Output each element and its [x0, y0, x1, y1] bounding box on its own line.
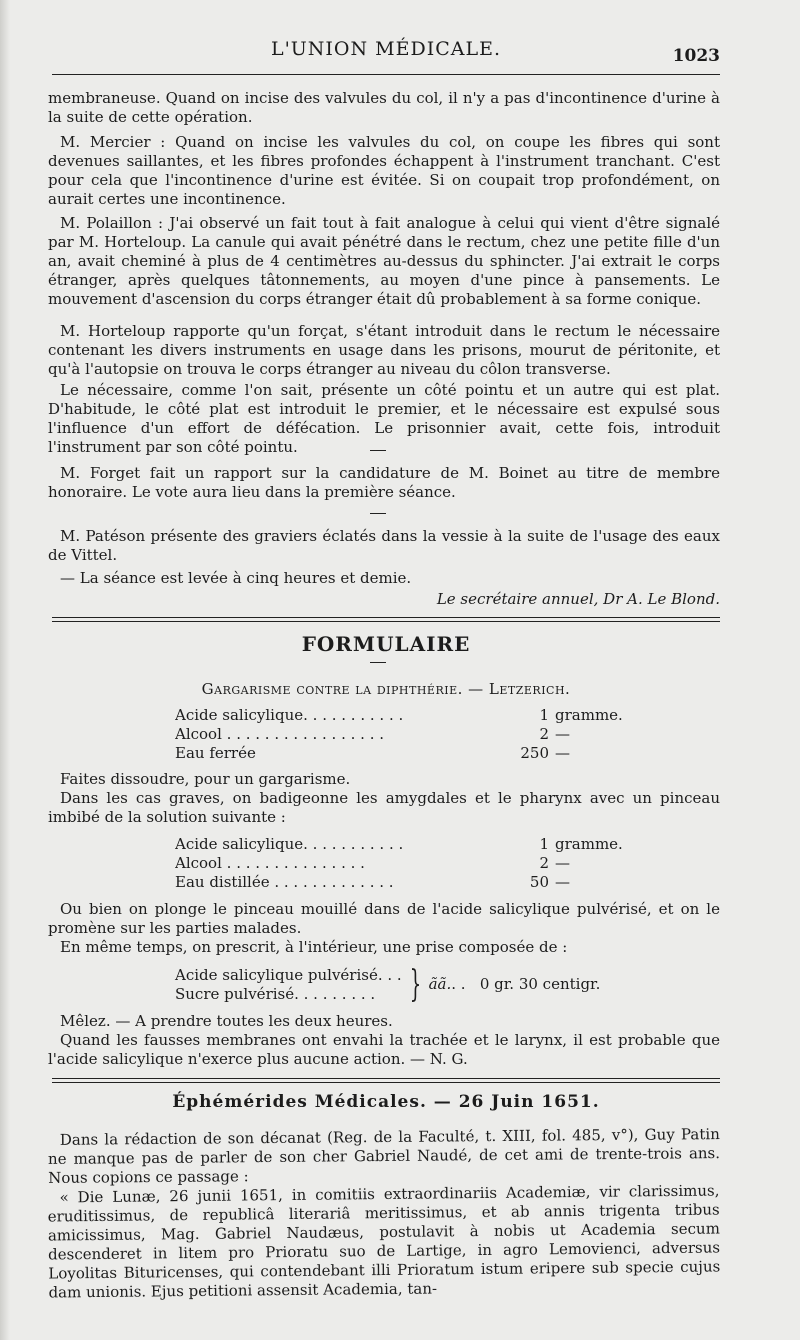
double-rule: [52, 1078, 720, 1079]
recipe-title: Gargarisme contre la diphthérie. — Letzerich.: [201, 680, 571, 698]
paragraph: Quand les fausses membranes ont envahi la trachée et le larynx, il est probable que l'acide salicylique n'exerce plus aucune action. — N. G.: [48, 1031, 720, 1068]
header-rule: [52, 74, 720, 75]
recipe-row: Alcool . . . . . . . . . . . . . . . 2 —: [175, 854, 570, 872]
page-header: [52, 38, 720, 68]
paragraph-forget: M. Forget fait un rapport sur la candidature de M. Boinet au titre de membre honoraire. Le vote aura lieu dans la première séance.: [48, 464, 720, 501]
paragraph: Faites dissoudre, pour un gargarisme.: [60, 770, 351, 788]
paragraph-latin-quote: « Die Lunæ, 26 junii 1651, in comitiis extraordinariis Academiæ, vir clarissimus, eruditissimus, de republicâ literariâ meritissimus, et ab annis trigenta tribus amicissimus, Mag. Gabriel Naudæus, postulavit à nobis ut Academia secum descenderet in litem pro Prioratu suo de Lartige, in agro Lemovienci, adversus Loyolitas Bituricenses, qui contendebant illi Prioratum istum eripere sub specie cujus dam unionis. Ejus petitioni assensit Academia, tan-: [47, 1181, 721, 1302]
compound-recipe: Acide salicylique pulvérisé. . . Sucre pulvérisé. . . . . . . . . } ãã.. . 0 gr. 30 centigr.: [175, 964, 601, 1005]
recipe-row: Eau ferrée 250 —: [175, 744, 570, 762]
brace-icon: }: [409, 964, 421, 1005]
running-title: L'UNION MÉDICALE.: [270, 38, 502, 60]
paragraph-mercier: M. Mercier : Quand on incise les valvules du col, on coupe les fibres qui sont devenues saillantes, et les fibres profondes échappent à l'instrument tranchant. C'est pour cela que l'incontinence d'urine est évitée. Si on coupait trop profondément, on aurait certes une incontinence.: [48, 133, 720, 208]
section-dash: [370, 662, 386, 663]
recipe-row: Eau distillée . . . . . . . . . . . . . 50 —: [175, 873, 570, 891]
recipe-table: [175, 706, 645, 763]
closing-line: — La séance est levée à cinq heures et demie.: [60, 569, 412, 587]
recipe-row: Acide salicylique. . . . . . . . . . . 1 gramme.: [175, 835, 623, 853]
section-dash: [370, 450, 386, 451]
paragraph: membraneuse. Quand on incise des valvules du col, il n'y a pas d'incontinence d'urine à la suite de cette opération.: [48, 89, 720, 126]
paragraph-horteloup: M. Horteloup rapporte qu'un forçat, s'étant introduit dans le rectum le nécessaire contenant les divers instruments en usage dans les prisons, mourut de péritonite, et qu'à l'autopsie on trouva le corps étranger au niveau du côlon transverse.: [48, 322, 720, 378]
compound-ingredients: Acide salicylique pulvérisé. . . Sucre pulvérisé. . . . . . . . .: [175, 966, 402, 1003]
paragraph: Dans la rédaction de son décanat (Reg. de la Faculté, t. XIII, fol. 485, v°), Guy Patin ne manque pas de parler de son cher Gabriel Naudé, de cet ami de trente-trois ans. Nous copions ce passage :: [47, 1125, 721, 1187]
section-dash: [370, 513, 386, 514]
double-rule: [52, 1082, 720, 1083]
double-rule: [52, 617, 720, 618]
recipe-row: Alcool . . . . . . . . . . . . . . . . . 2 —: [175, 725, 570, 743]
recipe-table: [175, 835, 645, 892]
formulaire-heading: FORMULAIRE: [301, 632, 471, 656]
paragraph-pateson: M. Patéson présente des graviers éclatés dans la vessie à la suite de l'usage des eaux de Vittel.: [48, 527, 720, 564]
page-number: 1023: [672, 46, 720, 66]
paragraph: Dans les cas graves, on badigeonne les amygdales et le pharynx avec un pinceau imbibé de la solution suivante :: [48, 789, 720, 826]
paragraph-polaillon: M. Polaillon : J'ai observé un fait tout à fait analogue à celui qui vient d'être signalé par M. Horteloup. La canule qui avait pénétré dans le rectum, chez une petite fille d'un an, avait cheminé à plus de 4 centimètres au-dessus du sphincter. J'ai extrait le corps étranger, après quelques tâtonnements, au moyen d'une pince à pansements. Le mouvement d'ascension du corps étranger était dû probablement à sa forme conique.: [48, 214, 720, 308]
paragraph: En même temps, on prescrit, à l'intérieur, une prise composée de :: [60, 938, 568, 956]
signature: Le secrétaire annuel, Dr A. Le Blond.: [436, 590, 720, 608]
ephemerides-heading: Éphémérides Médicales. — 26 Juin 1651.: [172, 1092, 600, 1112]
paragraph: Ou bien on plonge le pinceau mouillé dans de l'acide salicylique pulvérisé, et on le promène sur les parties malades.: [48, 900, 720, 937]
paragraph-necessaire: Le nécessaire, comme l'on sait, présente un côté pointu et un autre qui est plat. D'habitude, le côté plat est introduit le premier, et le nécessaire est expulsé sous l'influence d'un effort de défécation. Le prisonnier avait, cette fois, introduit l'instrument par son côté pointu.: [48, 381, 720, 456]
double-rule: [52, 621, 720, 622]
recipe-row: Acide salicylique. . . . . . . . . . . 1 gramme.: [175, 706, 623, 724]
paragraph: Mêlez. — A prendre toutes les deux heures.: [60, 1012, 393, 1030]
